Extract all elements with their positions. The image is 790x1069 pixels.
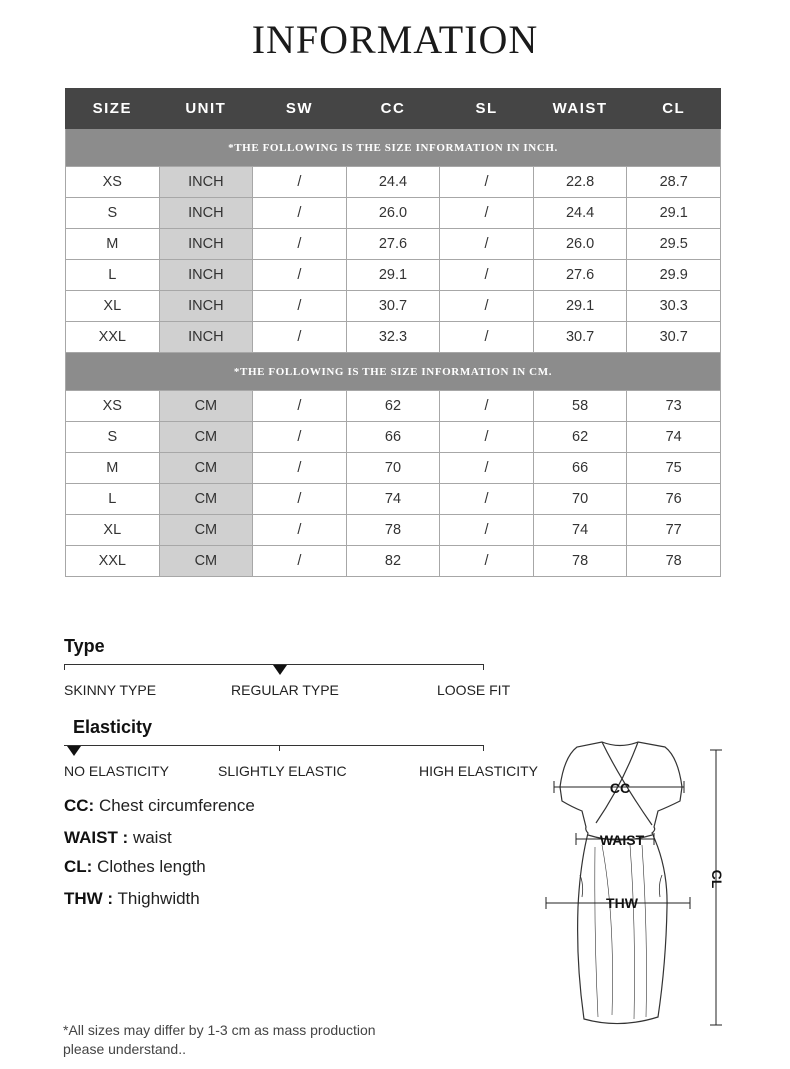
cell-sw: / bbox=[253, 546, 347, 577]
cell-cc: 70 bbox=[346, 453, 440, 484]
size-disclaimer bbox=[63, 1021, 376, 1059]
cell-sw: / bbox=[253, 229, 347, 260]
size-table-body bbox=[66, 129, 721, 577]
cell-waist: 30.7 bbox=[533, 322, 627, 353]
definition-text: Chest circumference bbox=[98, 796, 255, 815]
cell-unit: INCH bbox=[159, 198, 253, 229]
cell-unit: INCH bbox=[159, 167, 253, 198]
dress-measurement-figure bbox=[540, 735, 740, 1035]
cell-sw: / bbox=[253, 484, 347, 515]
definition-abbr: THW : bbox=[64, 889, 114, 908]
cell-waist: 70 bbox=[533, 484, 627, 515]
cell-cl: 73 bbox=[627, 391, 721, 422]
definition-waist bbox=[64, 828, 172, 848]
note-line-1: *All sizes may differ by 1-3 cm as mass production bbox=[63, 1022, 376, 1038]
cell-sl: / bbox=[440, 167, 534, 198]
cell-sl: / bbox=[440, 546, 534, 577]
cell-sw: / bbox=[253, 422, 347, 453]
cell-cl: 74 bbox=[627, 422, 721, 453]
cell-size: XL bbox=[66, 291, 160, 322]
table-row bbox=[66, 453, 721, 484]
table-row bbox=[66, 422, 721, 453]
cell-cl: 77 bbox=[627, 515, 721, 546]
cell-sl: / bbox=[440, 484, 534, 515]
cell-size: M bbox=[66, 453, 160, 484]
cell-waist: 24.4 bbox=[533, 198, 627, 229]
figure-label-waist: WAIST bbox=[599, 832, 645, 848]
cell-cc: 66 bbox=[346, 422, 440, 453]
cell-cl: 30.3 bbox=[627, 291, 721, 322]
cell-cc: 30.7 bbox=[346, 291, 440, 322]
cell-sl: / bbox=[440, 229, 534, 260]
cell-cc: 74 bbox=[346, 484, 440, 515]
cell-sw: / bbox=[253, 391, 347, 422]
cell-waist: 62 bbox=[533, 422, 627, 453]
definition-thw bbox=[64, 889, 200, 909]
cell-sw: / bbox=[253, 322, 347, 353]
cell-sw: / bbox=[253, 167, 347, 198]
type-heading: Type bbox=[64, 636, 105, 656]
cm-section-banner-row bbox=[66, 353, 721, 391]
cell-unit: CM bbox=[159, 422, 253, 453]
cell-size: L bbox=[66, 260, 160, 291]
table-row bbox=[66, 291, 721, 322]
cell-size: XXL bbox=[66, 322, 160, 353]
col-header-size: SIZE bbox=[66, 89, 160, 129]
measurement-lines bbox=[546, 750, 722, 1025]
figure-label-cl: CL bbox=[709, 869, 725, 889]
table-row bbox=[66, 546, 721, 577]
table-row bbox=[66, 391, 721, 422]
cell-size: XS bbox=[66, 391, 160, 422]
elasticity-scale-tick bbox=[279, 745, 280, 751]
cell-unit: INCH bbox=[159, 291, 253, 322]
cell-waist: 78 bbox=[533, 546, 627, 577]
table-row bbox=[66, 198, 721, 229]
inch-section-banner-row bbox=[66, 129, 721, 167]
cell-unit: CM bbox=[159, 453, 253, 484]
cell-cc: 27.6 bbox=[346, 229, 440, 260]
cell-size: XL bbox=[66, 515, 160, 546]
cell-sl: / bbox=[440, 515, 534, 546]
cell-unit: INCH bbox=[159, 260, 253, 291]
elasticity-label-high: HIGH ELASTICITY bbox=[419, 763, 539, 779]
figure-label-cc: CC bbox=[609, 780, 631, 796]
inch-section-banner: *THE FOLLOWING IS THE SIZE INFORMATION IN INCH. bbox=[66, 129, 721, 167]
col-header-cl: CL bbox=[627, 89, 721, 129]
elasticity-label-none: NO ELASTICITY bbox=[64, 763, 170, 779]
cell-sw: / bbox=[253, 198, 347, 229]
cell-sl: / bbox=[440, 453, 534, 484]
col-header-waist: WAIST bbox=[533, 89, 627, 129]
cell-cc: 82 bbox=[346, 546, 440, 577]
cell-unit: CM bbox=[159, 484, 253, 515]
cell-sl: / bbox=[440, 391, 534, 422]
type-scale-tick bbox=[483, 664, 484, 670]
table-row bbox=[66, 229, 721, 260]
size-table bbox=[65, 88, 721, 577]
cell-sw: / bbox=[253, 291, 347, 322]
cell-waist: 22.8 bbox=[533, 167, 627, 198]
cell-cc: 32.3 bbox=[346, 322, 440, 353]
table-row bbox=[66, 515, 721, 546]
table-row bbox=[66, 260, 721, 291]
table-row bbox=[66, 167, 721, 198]
cell-sw: / bbox=[253, 515, 347, 546]
col-header-unit: UNIT bbox=[159, 89, 253, 129]
cell-unit: CM bbox=[159, 391, 253, 422]
cell-waist: 27.6 bbox=[533, 260, 627, 291]
cell-unit: CM bbox=[159, 515, 253, 546]
cell-cc: 24.4 bbox=[346, 167, 440, 198]
cell-size: L bbox=[66, 484, 160, 515]
cell-sw: / bbox=[253, 260, 347, 291]
table-row bbox=[66, 322, 721, 353]
type-scale-tick bbox=[64, 664, 65, 670]
cell-cl: 28.7 bbox=[627, 167, 721, 198]
definition-abbr: CC: bbox=[64, 796, 95, 815]
elasticity-selected-marker bbox=[67, 746, 81, 756]
definition-abbr: WAIST : bbox=[64, 828, 129, 847]
cell-cl: 78 bbox=[627, 546, 721, 577]
cell-waist: 58 bbox=[533, 391, 627, 422]
elasticity-scale-tick bbox=[483, 745, 484, 751]
type-label-regular: REGULAR TYPE bbox=[231, 682, 339, 698]
cell-size: XXL bbox=[66, 546, 160, 577]
cell-sl: / bbox=[440, 291, 534, 322]
cell-size: S bbox=[66, 422, 160, 453]
cell-unit: INCH bbox=[159, 229, 253, 260]
definition-text: Thighwidth bbox=[117, 889, 200, 908]
cell-cc: 78 bbox=[346, 515, 440, 546]
cell-cl: 29.9 bbox=[627, 260, 721, 291]
type-selected-marker bbox=[273, 665, 287, 675]
cell-waist: 66 bbox=[533, 453, 627, 484]
cell-sl: / bbox=[440, 198, 534, 229]
cell-size: M bbox=[66, 229, 160, 260]
cell-sl: / bbox=[440, 422, 534, 453]
cell-waist: 26.0 bbox=[533, 229, 627, 260]
cm-section-banner: *THE FOLLOWING IS THE SIZE INFORMATION IN CM. bbox=[66, 353, 721, 391]
cell-sl: / bbox=[440, 260, 534, 291]
cell-cc: 26.0 bbox=[346, 198, 440, 229]
col-header-cc: CC bbox=[346, 89, 440, 129]
type-label-loose: LOOSE FIT bbox=[437, 682, 511, 698]
cell-cl: 30.7 bbox=[627, 322, 721, 353]
cell-waist: 74 bbox=[533, 515, 627, 546]
definition-cl bbox=[64, 857, 206, 877]
type-label-skinny: SKINNY TYPE bbox=[64, 682, 157, 698]
cell-cl: 76 bbox=[627, 484, 721, 515]
table-header-row bbox=[66, 89, 721, 129]
cell-size: S bbox=[66, 198, 160, 229]
cell-cl: 29.5 bbox=[627, 229, 721, 260]
definition-cc bbox=[64, 796, 255, 816]
definition-text: waist bbox=[132, 828, 172, 847]
cell-sl: / bbox=[440, 322, 534, 353]
cell-cl: 75 bbox=[627, 453, 721, 484]
cell-waist: 29.1 bbox=[533, 291, 627, 322]
table-row bbox=[66, 484, 721, 515]
page-title: INFORMATION bbox=[251, 17, 539, 62]
note-line-2: please understand.. bbox=[63, 1041, 186, 1057]
cell-cc: 62 bbox=[346, 391, 440, 422]
cell-cl: 29.1 bbox=[627, 198, 721, 229]
figure-label-thw: THW bbox=[606, 895, 638, 911]
cell-cc: 29.1 bbox=[346, 260, 440, 291]
cell-sw: / bbox=[253, 453, 347, 484]
elasticity-label-slight: SLIGHTLY ELASTIC bbox=[218, 763, 347, 779]
definition-text: Clothes length bbox=[97, 857, 206, 876]
elasticity-scale-line bbox=[64, 745, 484, 746]
col-header-sl: SL bbox=[440, 89, 534, 129]
cell-unit: CM bbox=[159, 546, 253, 577]
col-header-sw: SW bbox=[253, 89, 347, 129]
elasticity-heading: Elasticity bbox=[73, 717, 153, 737]
cell-size: XS bbox=[66, 167, 160, 198]
cell-unit: INCH bbox=[159, 322, 253, 353]
definition-abbr: CL: bbox=[64, 857, 93, 876]
